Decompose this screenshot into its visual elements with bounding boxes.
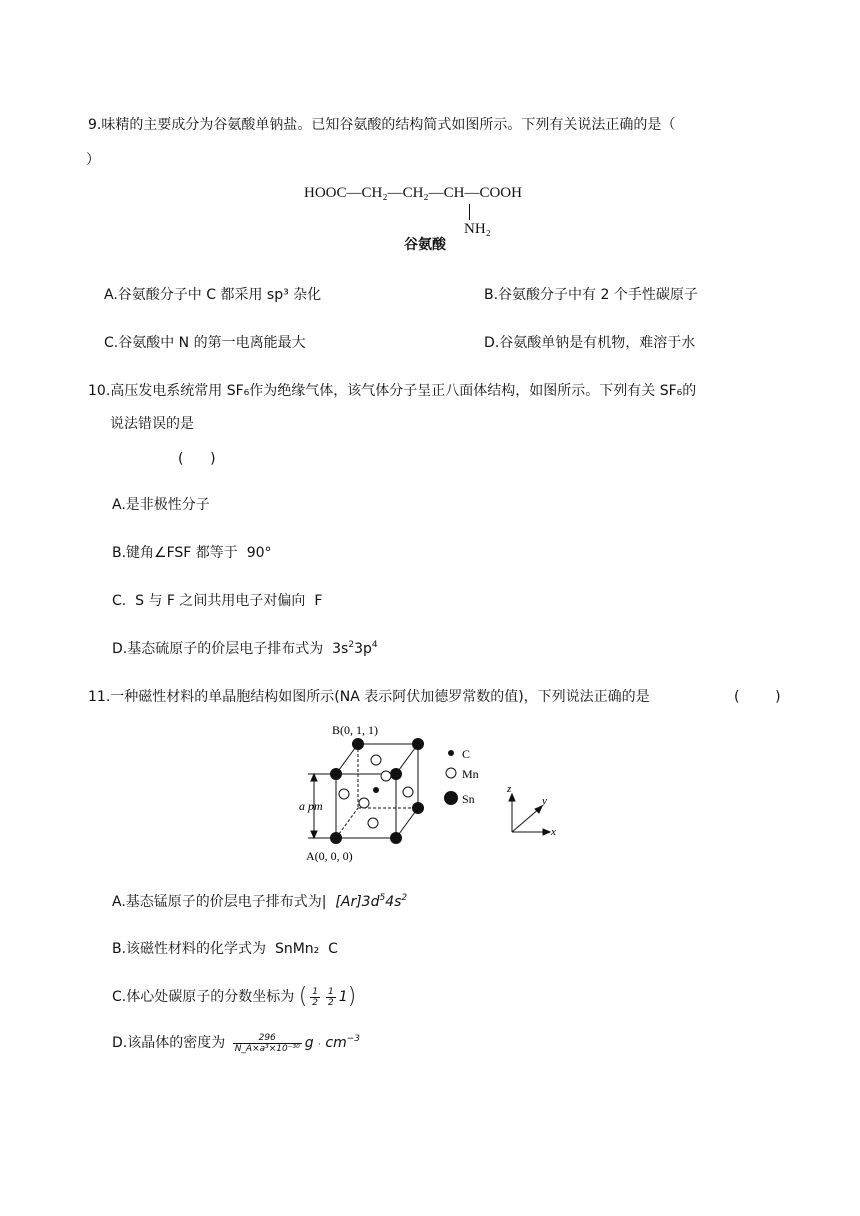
legend-mn-label: Mn: [462, 767, 479, 781]
q11-option-c-text: C.体心处碳原子的分数坐标为: [112, 989, 295, 1005]
unit-exponent: −3: [346, 1034, 360, 1044]
paren-open: (: [298, 984, 308, 1009]
amino-group: NH₂: [464, 221, 491, 237]
edge-length-label: a pm: [299, 799, 323, 813]
q9-stem: 9.味精的主要成分为谷氨酸单钠盐。已知谷氨酸的结构简式如图所示。下列有关说法正确的是（: [88, 117, 676, 133]
q10-option-d-mid: 3p: [354, 641, 372, 657]
q10-option-d-sup2: 4: [371, 640, 378, 650]
q10-option-b: B.键角∠FSF 都等于 90°: [112, 545, 272, 561]
structure-caption: 谷氨酸: [404, 237, 446, 253]
density-denominator: N_A×a³×10⁻³⁰: [234, 1043, 300, 1054]
q11-option-a-text: A.基态锰原子的价层电子排布式为|: [112, 894, 336, 910]
q10-option-d: [112, 640, 378, 658]
unit-cm: cm: [325, 1035, 347, 1051]
density-fraction: [233, 1033, 302, 1054]
unit-cell-figure: [296, 718, 566, 868]
amino-bond-line: [469, 204, 470, 220]
q10-stem-line1: 10.高压发电系统常用 SF₆作为绝缘气体，该气体分子呈正八面体结构，如图所示。下列有关 SF₆的: [88, 383, 697, 399]
q11-answer-paren: ( ): [734, 689, 781, 705]
fraction-2-den: 2: [328, 997, 334, 1008]
q11-option-a-sup1: 5: [379, 893, 386, 903]
legend-sn-label: Sn: [462, 792, 475, 806]
unit-g: g: [304, 1035, 314, 1051]
q11-stem: 11.一种磁性材料的单晶胞结构如图所示(NA 表示阿伏加德罗常数的值)，下列说法正确的是: [88, 689, 650, 705]
q9-stem-close: ）: [86, 152, 100, 168]
q11-option-a: [112, 893, 407, 911]
q11-option-a-config: [Ar]3d: [335, 894, 380, 910]
c-atom: [373, 787, 379, 793]
axis-y-label: y: [542, 795, 547, 807]
q10-answer-paren: ( ): [178, 451, 216, 467]
q10-option-c: C. S 与 F 之间共用电子对偏向 F: [112, 593, 323, 609]
q11-option-a-formula: [335, 894, 407, 910]
q10-option-d-text: D.基态硫原子的价层电子排布式为 3s: [112, 641, 349, 657]
fraction-1: [310, 987, 320, 1008]
paren-close: ): [347, 984, 357, 1009]
legend-c-marker: [448, 750, 454, 756]
q9-option-a: A.谷氨酸分子中 C 都采用 sp³ 杂化: [104, 287, 322, 303]
fraction-1-den: 2: [312, 997, 319, 1008]
density-numerator: 296: [233, 1033, 302, 1044]
q9-option-d: D.谷氨酸单钠是有机物，难溶于水: [484, 335, 696, 351]
legend-sn-marker: [444, 791, 458, 805]
fraction-1-num: 1: [312, 986, 319, 997]
glutamic-acid-main-chain: HOOC—CH₂—CH₂—CH—COOH: [304, 185, 522, 201]
glutamic-acid-structure: [300, 182, 570, 256]
coordinate-z: 1: [338, 989, 348, 1005]
q11-option-a-sup2: 2: [401, 893, 408, 903]
q11-option-d: [112, 1030, 360, 1058]
q11-option-b: B.该磁性材料的化学式为 SnMn₂ C: [112, 941, 338, 957]
point-a-label: A(0, 0, 0): [306, 849, 353, 863]
point-b-label: B(0, 1, 1): [332, 723, 378, 737]
q11-option-d-text: D.该晶体的密度为: [112, 1035, 226, 1051]
axis-z-label: z: [507, 783, 512, 795]
q10-option-d-sup1: 2: [348, 640, 355, 650]
q11-option-c: [112, 984, 356, 1010]
q10-option-a: A.是非极性分子: [112, 497, 210, 513]
q10-stem-line2: 说法错误的是: [110, 416, 194, 432]
unit-dot: ·: [318, 1040, 321, 1050]
legend-c-label: C: [462, 747, 471, 761]
legend-mn-marker: [446, 768, 456, 778]
q11-option-a-4s: 4s: [385, 894, 402, 910]
fraction-2-num: 1: [328, 986, 334, 997]
q9-option-b: B.谷氨酸分子中有 2 个手性碳原子: [484, 287, 698, 303]
axis-x-label: x: [551, 826, 556, 838]
fraction-2: [326, 987, 336, 1008]
q9-option-c: C.谷氨酸中 N 的第一电离能最大: [104, 335, 306, 351]
